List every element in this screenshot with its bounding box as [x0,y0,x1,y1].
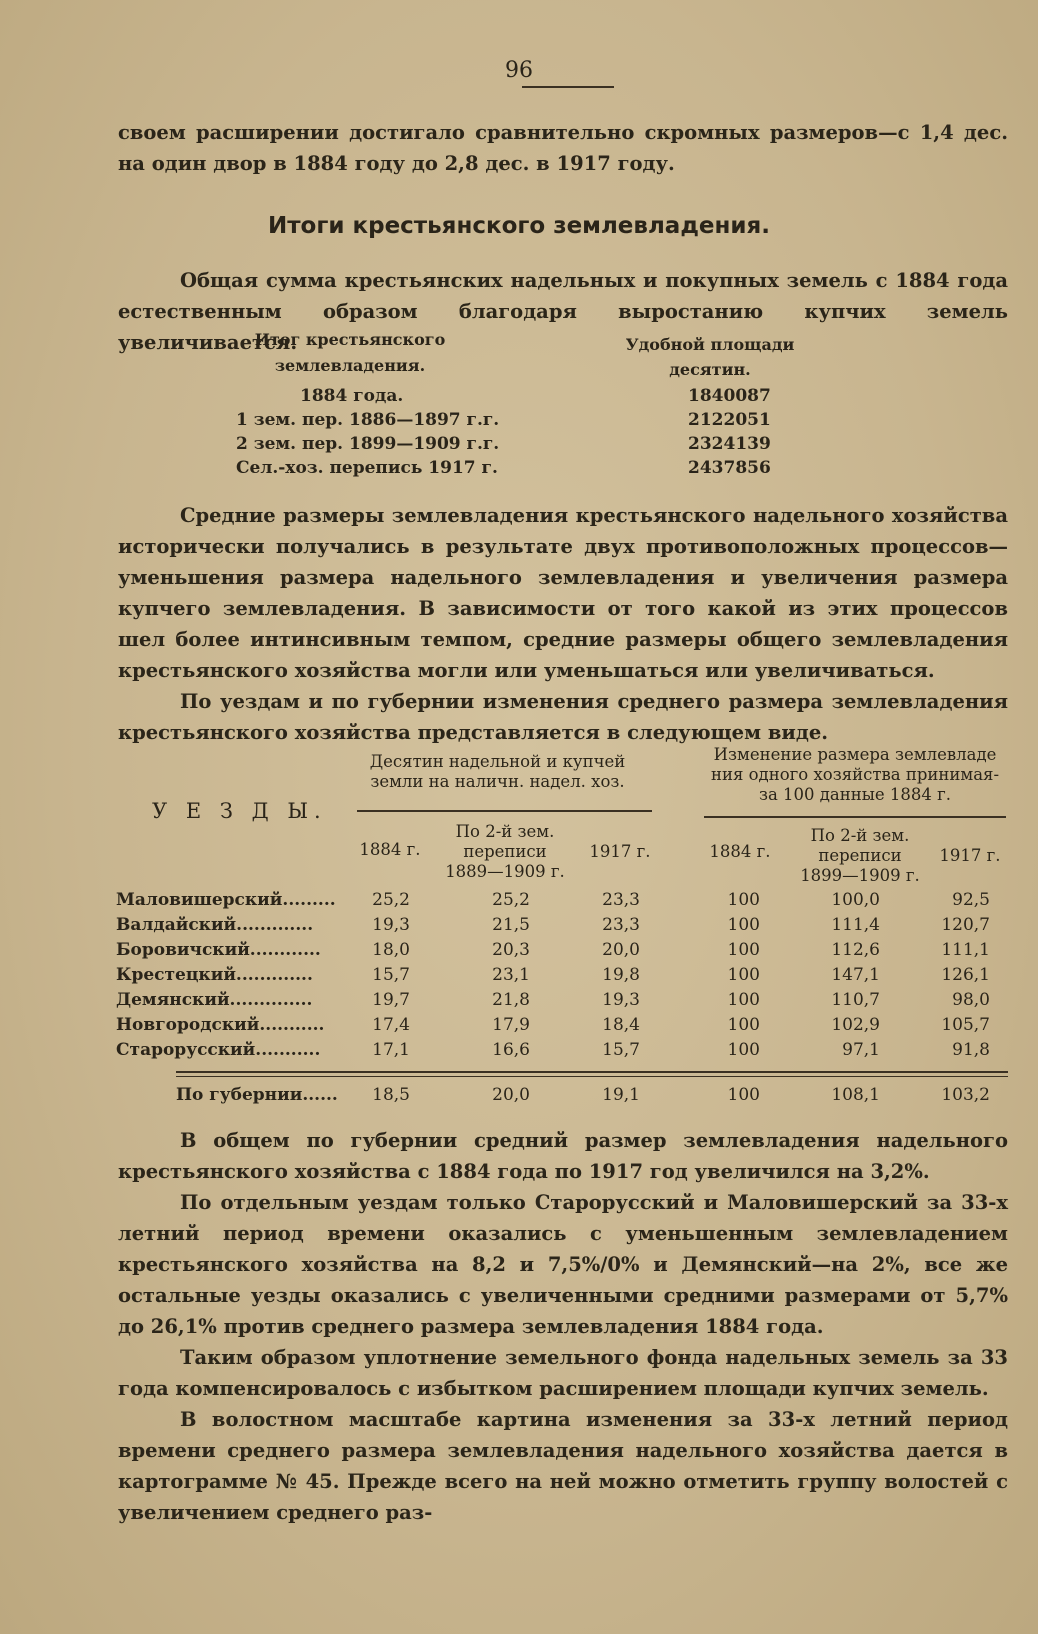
paragraph-4: В общем по губернии средний размер землевладения надельного крестьянского хозяйства с 1884 года по 1917 год увеличился на 3,2%. [118,1129,1008,1183]
table1-col1-header-line1: Итог крестьянского [254,330,446,349]
cell2-1917: 92,5 [952,890,990,910]
table1-row-value: 2122051 [688,410,771,430]
cell2-mid: 112,6 [831,940,880,960]
cell-mid: 20,3 [492,940,530,960]
total2-mid: 108,1 [831,1085,880,1105]
cell2-1917: 120,7 [941,915,990,935]
paragraph-1: Общая сумма крестьянских надельных и покупных земель с 1884 года естественным образом благодаря выростанию купчих земель увеличивается. [118,269,1008,354]
table1-col2-header-line1: Удобной площади [625,335,795,354]
cell-1884: 15,7 [372,965,410,985]
table2-group2-rule [704,816,1006,818]
cell-mid: 17,9 [492,1015,530,1035]
table1-col2-header-line2: десятин. [669,360,751,379]
cell2-mid: 100,0 [831,890,880,910]
cell2-mid: 110,7 [831,990,880,1010]
paragraph-3: По уездам и по губернии изменения среднего размера землевладения крестьянского хозяйства представляется в следующем виде. [118,690,1008,744]
table1-row-label: Сел.-хоз. перепись 1917 г. [236,458,498,478]
cell2-1884: 100 [727,940,760,960]
cell2-mid: 102,9 [831,1015,880,1035]
total-1884: 18,5 [372,1085,410,1105]
district-name: Демянский.............. [116,990,313,1010]
district-name: Старорусский........... [116,1040,321,1060]
cell-mid: 21,5 [492,915,530,935]
table2-group1-header-line2: земли на наличн. надел. хоз. [370,772,625,791]
paragraph-6: Таким образом уплотнение земельного фонда надельных земель за 33 года компенсировалось с избытком расширением площади купчих земель. [118,1346,1008,1400]
cell-1917: 23,3 [602,915,640,935]
cell-1884: 19,3 [372,915,410,935]
page-number: 96 [505,58,533,83]
table2-col2-1917: 1917 г. [939,846,1001,865]
table2-total-rule-top [176,1071,1008,1073]
page-number-underline [522,86,614,88]
paragraph-5: По отдельным уездам только Старорусский и Маловишерский за 33-х летний период времени оказались с уменьшенным землевладением крестьянского хозяйства на 8,2 и 7,5%/0% и Демянский—на 2%, все же остальные уезды оказались с увеличенными средними размерами от 5,7% до 26,1% против среднего размера землевладения 1884 года. [118,1191,1008,1338]
total2-1917: 103,2 [941,1085,990,1105]
total-mid: 20,0 [492,1085,530,1105]
district-name: Новгородский........... [116,1015,325,1035]
cell2-1884: 100 [727,1015,760,1035]
cell-1917: 19,3 [602,990,640,1010]
table2-col2-mid-line1: По 2-й зем. [810,826,910,845]
section-title: Итоги крестьянского землевладения. [267,213,771,239]
cell-1884: 17,4 [372,1015,410,1035]
cell-1884: 25,2 [372,890,410,910]
district-name: Крестецкий............. [116,965,313,985]
table1-row-label: 2 зем. пер. 1899—1909 г.г. [236,434,500,454]
table2-col-mid-line1: По 2-й зем. [455,822,555,841]
cell2-1884: 100 [727,965,760,985]
table2-group2-header-line3: за 100 данные 1884 г. [758,785,952,804]
cell2-mid: 147,1 [831,965,880,985]
intro-paragraph: своем расширении достигало сравнительно скромных размеров—с 1,4 дес. на один двор в 1884 году до 2,8 дес. в 1917 году. [118,121,1008,175]
cell-mid: 25,2 [492,890,530,910]
cell-1917: 19,8 [602,965,640,985]
table2-group1-rule [357,810,652,812]
table2-col2-mid-line3: 1899—1909 г. [800,866,920,885]
cell2-1884: 100 [727,1040,760,1060]
cell-1917: 15,7 [602,1040,640,1060]
cell-mid: 21,8 [492,990,530,1010]
cell-1917: 23,3 [602,890,640,910]
cell2-1917: 126,1 [941,965,990,985]
district-name: Валдайский............. [116,915,314,935]
table1-row-label: 1 зем. пер. 1886—1897 г.г. [236,410,500,430]
table2-group1-header-line1: Десятин надельной и купчей [369,752,626,771]
table2-col2-mid-line2: переписи [818,846,902,865]
cell2-1884: 100 [727,915,760,935]
table2-col-mid-line2: переписи [463,842,547,861]
cell2-1917: 105,7 [941,1015,990,1035]
cell-1884: 18,0 [372,940,410,960]
table2-col2-1884: 1884 г. [709,842,771,861]
paragraph-7: В волостном масштабе картина изменения за 33-х летний период времени среднего размера землевладения надельного хозяйства дается в картограмме № 45. Прежде всего на ней можно отметить группу волостей с увеличением среднего раз- [118,1408,1008,1524]
table1-col1-header-line2: землевладения. [274,356,426,375]
cell-mid: 16,6 [492,1040,530,1060]
table1-row-value: 2437856 [688,458,771,478]
cell-mid: 23,1 [492,965,530,985]
table2-col-mid-line3: 1889—1909 г. [445,862,565,881]
total-1917: 19,1 [602,1085,640,1105]
table2-group2-header-line2: ния одного хозяйства принимая- [710,765,1000,784]
cell-1917: 18,4 [602,1015,640,1035]
cell-1884: 19,7 [372,990,410,1010]
table1-row-value: 2324139 [688,434,771,454]
cell2-mid: 97,1 [842,1040,880,1060]
table2-group2-header-line1: Изменение размера землевладе [713,745,997,764]
cell2-1917: 98,0 [952,990,990,1010]
district-name: Боровичский............ [116,940,321,960]
table2-col-1917: 1917 г. [589,842,651,861]
table1-row-value: 1840087 [688,386,771,406]
cell2-mid: 111,4 [831,915,880,935]
cell2-1917: 111,1 [941,940,990,960]
total2-1884: 100 [727,1085,760,1105]
cell2-1917: 91,8 [952,1040,990,1060]
table1-row-label: 1884 года. [300,386,404,406]
table2-col-1884: 1884 г. [359,840,421,859]
cell2-1884: 100 [727,990,760,1010]
paragraph-2: Средние размеры землевладения крестьянского надельного хозяйства исторически получались в результате двух противоположных процессов—уменьшения размера надельного землевладения и увеличения размера купчего землевладения. В зависимости от того какой из этих процессов шел более интинсивным темпом, средние размеры общего землевладения крестьянского хозяйства могли или уменьшаться или увеличиваться. [118,504,1008,682]
total-label: По губернии...... [176,1085,338,1105]
cell-1884: 17,1 [372,1040,410,1060]
cell-1917: 20,0 [602,940,640,960]
table2-total-rule-bottom [176,1076,1008,1077]
district-name: Маловишерский......... [116,890,336,910]
table2-stub-header: У Е З Д Ы. [152,799,327,823]
cell2-1884: 100 [727,890,760,910]
